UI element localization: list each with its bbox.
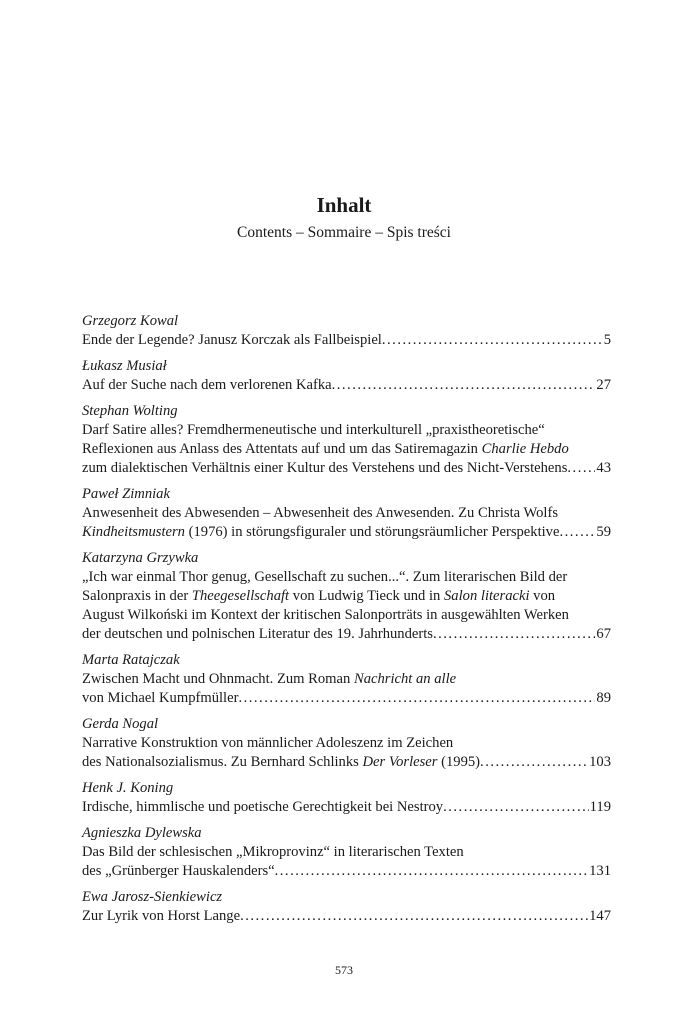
toc-entry[interactable] bbox=[82, 888, 611, 926]
entry-title-line bbox=[82, 670, 611, 689]
entry-page-number: 67 bbox=[596, 626, 611, 642]
entry-author: Paweł Zimniak bbox=[82, 486, 170, 502]
entry-title-text bbox=[82, 689, 238, 708]
entry-title-last-line bbox=[82, 689, 611, 708]
table-of-contents bbox=[82, 312, 611, 933]
entry-author: Stephan Wolting bbox=[82, 403, 178, 419]
entry-title-line bbox=[82, 606, 611, 625]
entry-author: Katarzyna Grzywka bbox=[82, 550, 199, 566]
toc-entry[interactable] bbox=[82, 715, 611, 772]
entry-title-text bbox=[82, 376, 332, 395]
toc-entry[interactable] bbox=[82, 357, 611, 395]
entry-page-number: 119 bbox=[589, 799, 611, 815]
entry-author: Agnieszka Dylewska bbox=[82, 825, 202, 841]
text-segment: Zur Lyrik von Horst Lange bbox=[82, 908, 241, 924]
entry-title-last-line bbox=[82, 798, 611, 817]
dot-leader bbox=[382, 331, 603, 350]
entry-page-number: 5 bbox=[603, 332, 611, 348]
entry-title-line bbox=[82, 440, 611, 459]
text-segment: Darf Satire alles? Fremdhermeneutische und interkulturell „praxistheoretische“ bbox=[82, 422, 545, 438]
entry-author: Grzegorz Kowal bbox=[82, 313, 179, 329]
text-segment: „Ich war einmal Thor genug, Gesellschaft zu suchen...“. Zum literarischen Bild der bbox=[82, 569, 568, 585]
text-segment: (1976) in störungsfiguraler und störungsräumlicher Perspektive bbox=[184, 524, 560, 540]
entry-title-last-line bbox=[82, 862, 611, 881]
entry-page-number: 103 bbox=[589, 754, 611, 770]
dot-leader bbox=[240, 907, 588, 926]
text-segment: des Nationalsozialismus. Zu Bernhard Schlinks bbox=[82, 754, 363, 770]
text-segment: Das Bild der schlesischen „Mikroprovinz“ in literarischen Texten bbox=[82, 844, 464, 860]
dot-leader bbox=[443, 798, 589, 817]
text-segment: August Wilkoński im Kontext der kritischen Salonporträts in ausgewählten Werken bbox=[82, 607, 569, 623]
text-segment: Narrative Konstruktion von männlicher Adoleszenz im Zeichen bbox=[82, 735, 454, 751]
entry-title-text bbox=[82, 753, 480, 772]
text-segment: Reflexionen aus Anlass des Attentats auf und um das Satiremagazin bbox=[82, 441, 482, 457]
entry-title-last-line bbox=[82, 523, 611, 542]
text-segment: der deutschen und polnischen Literatur des 19. Jahrhunderts bbox=[82, 626, 433, 642]
italic-title-segment: Nachricht an alle bbox=[353, 671, 457, 687]
toc-entry[interactable] bbox=[82, 312, 611, 350]
entry-title-last-line bbox=[82, 331, 611, 350]
text-segment: Anwesenheit des Abwesenden – Abwesenheit des Anwesenden. Zu Christa Wolfs bbox=[82, 505, 559, 521]
entry-title-last-line bbox=[82, 459, 611, 478]
entry-title-line bbox=[82, 843, 611, 862]
italic-title-segment: Charlie Hebdo bbox=[481, 441, 569, 457]
toc-entry[interactable] bbox=[82, 651, 611, 708]
text-segment: Irdische, himmlische und poetische Gerechtigkeit bei Nestroy bbox=[82, 799, 444, 815]
text-segment: zum dialektischen Verhältnis einer Kultur des Verstehens und des Nicht-Verstehens bbox=[82, 460, 568, 476]
entry-title-line bbox=[82, 568, 611, 587]
toc-entry[interactable] bbox=[82, 549, 611, 644]
entry-page-number: 89 bbox=[596, 690, 611, 706]
entry-title-text bbox=[82, 862, 275, 881]
entry-page-number: 131 bbox=[589, 863, 611, 879]
toc-entry[interactable] bbox=[82, 402, 611, 478]
toc-entry[interactable] bbox=[82, 779, 611, 817]
page-subtitle: Contents – Sommaire – Spis treści bbox=[237, 224, 451, 241]
italic-title-segment: Salon literacki bbox=[444, 588, 530, 604]
entry-author: Henk J. Koning bbox=[82, 780, 174, 796]
entry-title-text bbox=[82, 331, 382, 350]
entry-page-number: 59 bbox=[596, 524, 611, 540]
page-number: 573 bbox=[335, 963, 353, 977]
dot-leader bbox=[559, 523, 595, 542]
text-segment: von Michael Kumpfmüller bbox=[82, 690, 239, 706]
text-segment: Ende der Legende? Janusz Korczak als Fallbeispiel bbox=[82, 332, 382, 348]
entry-title-line bbox=[82, 504, 611, 523]
text-segment: von bbox=[529, 588, 556, 604]
italic-title-segment: Theegesellschaft bbox=[191, 588, 290, 604]
entry-author: Marta Ratajczak bbox=[82, 652, 180, 668]
text-segment: Auf der Suche nach dem verlorenen Kafka bbox=[82, 377, 332, 393]
entry-title-text bbox=[82, 625, 433, 644]
page-title: Inhalt bbox=[316, 193, 372, 217]
entry-author: Ewa Jarosz-Sienkiewicz bbox=[82, 889, 223, 905]
entry-title-line bbox=[82, 587, 611, 606]
dot-leader bbox=[332, 376, 596, 395]
dot-leader bbox=[433, 625, 595, 644]
toc-entry[interactable] bbox=[82, 485, 611, 542]
entry-title-line bbox=[82, 734, 611, 753]
text-segment: Salonpraxis in der bbox=[82, 588, 192, 604]
entry-title-text bbox=[82, 798, 443, 817]
toc-entry[interactable] bbox=[82, 824, 611, 881]
dot-leader bbox=[480, 753, 588, 772]
text-segment: von Ludwig Tieck und in bbox=[289, 588, 444, 604]
text-segment: Zwischen Macht und Ohnmacht. Zum Roman bbox=[82, 671, 354, 687]
dot-leader bbox=[275, 862, 588, 881]
dot-leader bbox=[567, 459, 595, 478]
entry-title-last-line bbox=[82, 753, 611, 772]
entry-title-last-line bbox=[82, 625, 611, 644]
entry-title-last-line bbox=[82, 907, 611, 926]
text-segment: (1995) bbox=[437, 754, 481, 770]
entry-title-text bbox=[82, 907, 240, 926]
italic-title-segment: Der Vorleser bbox=[362, 754, 438, 770]
entry-title-text bbox=[82, 459, 567, 478]
entry-title-line bbox=[82, 421, 611, 440]
italic-title-segment: Kindheitsmustern bbox=[82, 524, 185, 540]
entry-page-number: 147 bbox=[589, 908, 611, 924]
text-segment: des „Grünberger Hauskalenders“ bbox=[82, 863, 275, 879]
entry-title-last-line bbox=[82, 376, 611, 395]
entry-author: Gerda Nogal bbox=[82, 716, 159, 732]
entry-author: Łukasz Musiał bbox=[82, 358, 167, 374]
entry-title-text bbox=[82, 523, 559, 542]
dot-leader bbox=[238, 689, 595, 708]
entry-page-number: 27 bbox=[596, 377, 611, 393]
entry-page-number: 43 bbox=[596, 460, 611, 476]
